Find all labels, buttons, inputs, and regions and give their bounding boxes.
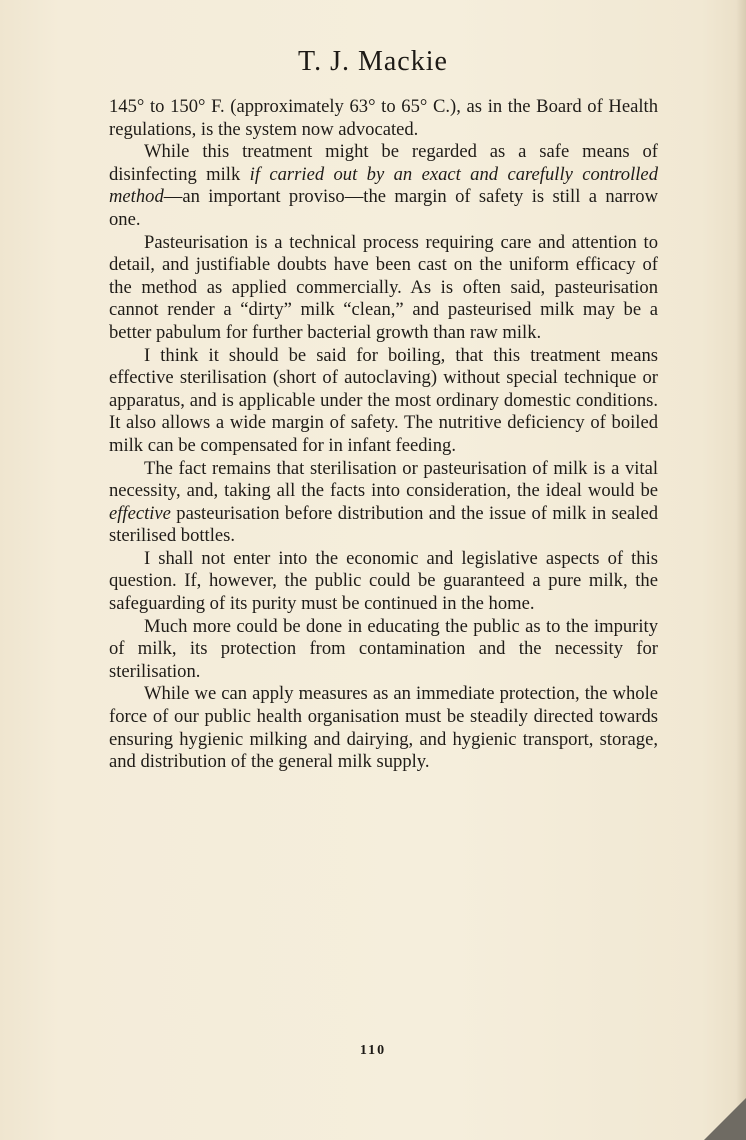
paragraph-6: I shall not enter into the economic and legislative aspects of this question. If, however, the public could be guaranteed a pure milk, the safeguarding of its purity must be continued in the home.	[109, 547, 658, 615]
body-text	[109, 96, 658, 774]
paragraph-8: While we can apply measures as an immediate protection, the whole force of our public health organisation must be steadily directed towards ensuring hygienic milking and dairying, and hygienic transport, storage, and distribution of the general milk supply.	[109, 683, 658, 773]
paragraph-2	[109, 141, 658, 231]
paragraph-2-text-end: —an important proviso—the margin of safety is still a narrow one.	[109, 186, 658, 230]
paragraph-7: Much more could be done in educating the public as to the impurity of milk, its protection from contamination and the necessity for sterilisation.	[109, 615, 658, 682]
page-edge-shadow	[736, 0, 746, 1140]
paragraph-5	[109, 458, 658, 548]
paragraph-5-italic-word: effective	[109, 502, 171, 524]
paragraph-4: I think it should be said for boiling, that this treatment means effective sterilisation (short of autoclaving) without special technique or apparatus, and is applicable under the most ordinary domestic conditions. It also allows a wide margin of safety. The nutritive deficiency of boiled milk can be compensated for in infant feeding.	[109, 344, 658, 456]
paragraph-3: Pasteurisation is a technical process requiring care and attention to detail, and justifiable doubts have been cast on the uniform efficacy of the method as applied commercially. As is often said, pasteurisation cannot render a “dirty” milk “clean,” and pasteurised milk may be a better pabulum for further bacterial growth than raw milk.	[109, 231, 658, 343]
page-corner-fold	[704, 1098, 746, 1140]
paragraph-5-text-end: pasteurisation before distribution and the issue of milk in sealed sterilised bottles.	[109, 502, 658, 547]
paragraph-2-italic-phrase: if carried out by an exact and carefully controlled method	[109, 163, 658, 208]
running-head: T. J. Mackie	[298, 46, 448, 77]
paragraph-5-text-start: The fact remains that sterilisation or pasteurisation of milk is a vital necessity, and, taking all the facts into consideration, the ideal would be	[109, 457, 658, 502]
paragraph-1: 145° to 150° F. (approximately 63° to 65° C.), as in the Board of Health regulations, is the system now advocated.	[109, 96, 658, 140]
page-number: 110	[359, 1043, 387, 1058]
paragraph-2-text-start: While this treatment might be regarded as a safe means of disinfecting milk	[109, 141, 658, 185]
